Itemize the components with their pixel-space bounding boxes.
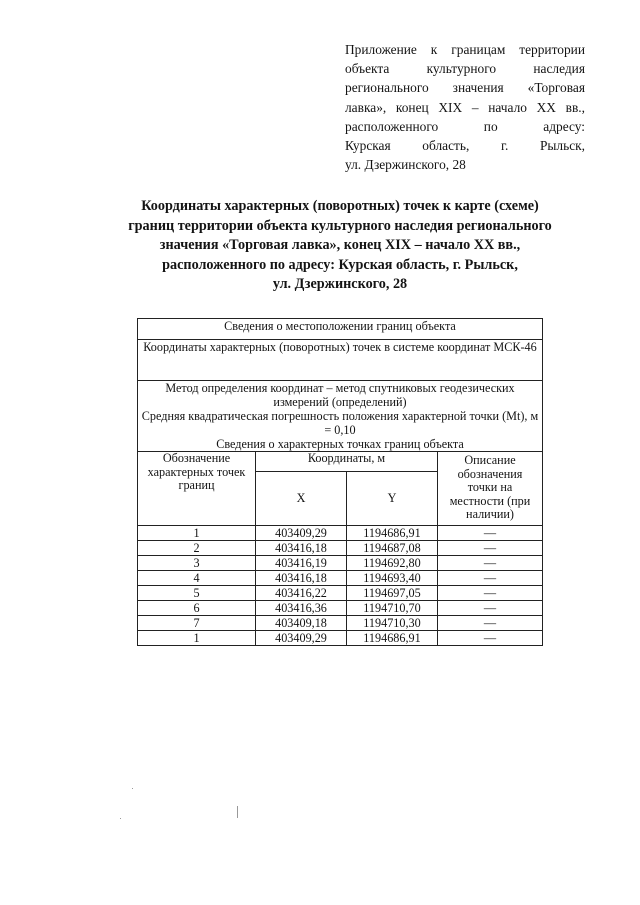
- table-row: [138, 555, 543, 570]
- description-value: —: [438, 600, 543, 615]
- coordinates-table: [137, 318, 543, 646]
- scan-mark: [237, 806, 238, 818]
- accuracy-line: Средняя квадратическая погрешность положения характерной точки (Mt), м = 0,10: [141, 409, 539, 437]
- appendix-line: Курская область, г. Рыльск,: [345, 138, 585, 154]
- document-title: [90, 197, 590, 295]
- col-description-header: Описание обозначения точки на местности (при наличии): [438, 452, 543, 526]
- point-number: 2: [138, 540, 256, 555]
- table-row: [138, 570, 543, 585]
- description-value: —: [438, 570, 543, 585]
- title-line: расположенного по адресу: Курская область, г. Рыльск,: [162, 256, 518, 273]
- point-number: 6: [138, 600, 256, 615]
- method-line: Метод определения координат – метод спутниковых геодезических измерений (определений): [165, 381, 515, 409]
- coordinate-system-cell: Координаты характерных (поворотных) точек в системе координат МСК-46: [138, 340, 543, 381]
- table-row: [138, 630, 543, 645]
- title-line: границ территории объекта культурного наследия регионального: [128, 217, 552, 234]
- point-number: 3: [138, 555, 256, 570]
- appendix-line: объекта культурного наследия: [345, 61, 585, 77]
- point-number: 5: [138, 585, 256, 600]
- y-value: 1194692,80: [347, 555, 438, 570]
- x-value: 403416,36: [256, 600, 347, 615]
- appendix-line: лавка», конец XIX – начало XX вв.,: [345, 99, 585, 115]
- y-value: 1194693,40: [347, 570, 438, 585]
- y-value: 1194710,70: [347, 600, 438, 615]
- point-number: 7: [138, 615, 256, 630]
- appendix-line: Приложение к границам территории: [345, 42, 585, 57]
- col-designation-header: Обозначение характерных точек границ: [138, 452, 256, 526]
- table-row: [138, 615, 543, 630]
- description-value: —: [438, 615, 543, 630]
- x-value: 403416,22: [256, 585, 347, 600]
- title-line: значения «Торговая лавка», конец XIX – начало XX вв.,: [159, 237, 521, 253]
- table-row: [138, 600, 543, 615]
- description-value: —: [438, 540, 543, 555]
- x-value: 403416,18: [256, 570, 347, 585]
- col-x-header: X: [256, 471, 347, 525]
- points-info-line: Сведения о характерных точках границ объекта: [216, 437, 464, 451]
- x-value: 403409,18: [256, 615, 347, 630]
- appendix-line: ул. Дзержинского, 28: [345, 157, 466, 173]
- appendix-line: расположенного по адресу:: [345, 118, 585, 134]
- point-number: 1: [138, 630, 256, 645]
- point-number: 4: [138, 570, 256, 585]
- y-value: 1194697,05: [347, 585, 438, 600]
- scan-mark: [132, 788, 133, 789]
- col-y-header: Y: [347, 471, 438, 525]
- section-header: Сведения о местоположении границ объекта: [138, 319, 543, 340]
- table-row: [138, 525, 543, 540]
- description-value: —: [438, 630, 543, 645]
- appendix-line: регионального значения «Торговая: [345, 80, 585, 96]
- title-line: ул. Дзержинского, 28: [272, 276, 408, 292]
- scan-mark: [120, 818, 121, 819]
- method-cell: [138, 381, 543, 452]
- x-value: 403409,29: [256, 525, 347, 540]
- col-coordinates-header: Координаты, м: [256, 452, 438, 472]
- x-value: 403409,29: [256, 630, 347, 645]
- description-value: —: [438, 555, 543, 570]
- table-row: [138, 585, 543, 600]
- y-value: 1194687,08: [347, 540, 438, 555]
- y-value: 1194686,91: [347, 630, 438, 645]
- description-value: —: [438, 525, 543, 540]
- x-value: 403416,18: [256, 540, 347, 555]
- table-row: [138, 540, 543, 555]
- y-value: 1194710,30: [347, 615, 438, 630]
- x-value: 403416,19: [256, 555, 347, 570]
- description-value: —: [438, 585, 543, 600]
- point-number: 1: [138, 525, 256, 540]
- title-line: Координаты характерных (поворотных) точек к карте (схеме): [141, 198, 539, 214]
- y-value: 1194686,91: [347, 525, 438, 540]
- appendix-note: [345, 40, 585, 174]
